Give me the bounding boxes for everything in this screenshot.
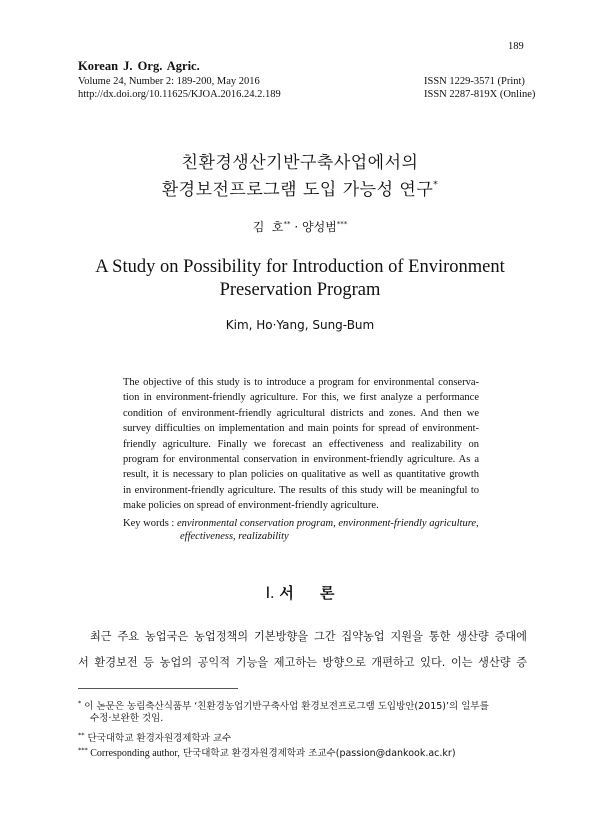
abstract-line: tion in environment-friendly agriculture. For this, we first analyze a performance (123, 392, 479, 404)
journal-name: Korean J. Org. Agric. (78, 59, 200, 73)
title-footnote-mark: * (433, 180, 439, 190)
author2-mark: *** (336, 220, 348, 228)
issn-print: ISSN 1229-3571 (Print) (424, 76, 525, 87)
author-separator: · (294, 220, 299, 234)
footnote-3-mark: *** (78, 746, 88, 754)
abstract-line: in environment-friendly agriculture. The results of this study will be meaningful to (123, 484, 479, 496)
korean-authors (0, 218, 600, 235)
footnote-3 (78, 744, 456, 760)
abstract-line: friendly agriculture. Finally we forecast an effectiveness and realizability on (123, 438, 479, 450)
keywords (123, 517, 479, 531)
author2-korean: 양성범 (302, 220, 337, 234)
issn-online: ISSN 2287-819X (Online) (424, 89, 536, 100)
keywords-line1: environmental conservation program, environment-friendly agriculture, (176, 518, 479, 529)
footnote-1 (78, 697, 489, 713)
abstract-line: survey difficulties on implementation and main points for spread of environment- (123, 423, 479, 435)
abstract (123, 375, 479, 514)
section-title-text: 서 론 (279, 584, 335, 602)
korean-title-line1: 친환경생산기반구축사업에서의 (181, 153, 419, 173)
korean-title-line2 (0, 175, 600, 200)
author1-mark: ** (283, 220, 291, 228)
footnote-3-prefix: Corresponding author, (87, 748, 180, 759)
abstract-line: condition of environment-friendly agricultural districts and zones. And then we (123, 407, 479, 419)
footnote-2-text: 단국대학교 환경자원경제학과 교수 (84, 733, 232, 744)
english-title-line2: Preservation Program (219, 280, 381, 300)
page-number: 189 (508, 41, 524, 52)
keywords-line2: effectiveness, realizability (180, 531, 289, 542)
keywords-label: Key words : (123, 518, 177, 529)
footnote-1-text: 이 논문은 농림축산식품부 ‘친환경농업기반구축사업 환경보전프로그램 도입방안(2015)’의 일부를 (81, 701, 489, 712)
volume-info: Volume 24, Number 2: 189-200, May 2016 (78, 76, 260, 87)
abstract-line: make policies on spread of environment-friendly agriculture. (123, 500, 379, 512)
abstract-line: result, it is necessary to plan policies on qualitative as well as quantitative growth (123, 469, 479, 481)
abstract-line: The objective of this study is to introduce a program for environmental conserva- (123, 377, 479, 388)
abstract-line: program for environmental conservation in environment-friendly agriculture. As a (123, 453, 479, 465)
section-heading (0, 582, 600, 603)
body-paragraph-line1: 최근 주요 농업국은 농업정책의 기본방향을 그간 집약농업 지원을 통한 생산량 증대에 (90, 630, 527, 643)
footnote-2 (78, 729, 231, 745)
author1-korean: 김 호 (252, 220, 284, 234)
doi-link[interactable]: http://dx.doi.org/10.11625/KJOA.2016.24.2.189 (78, 89, 281, 100)
footnote-divider (78, 688, 238, 689)
english-authors: Kim, Ho·Yang, Sung-Bum (225, 318, 375, 332)
body-paragraph-line2: 서 환경보전 등 농업의 공익적 기능을 제고하는 방향으로 개편하고 있다. 이는 생산량 증 (78, 656, 527, 669)
section-number: Ⅰ. (265, 585, 275, 602)
footnote-1-mark: * (78, 699, 82, 707)
korean-title-line2-text: 환경보전프로그램 도입 가능성 연구 (161, 180, 434, 200)
footnote-2-mark: ** (78, 731, 85, 739)
footnote-3-text: 단국대학교 환경자원경제학과 조교수(passion@dankook.ac.kr) (179, 748, 456, 759)
footnote-1-continued: 수정·보완한 것임. (90, 713, 164, 724)
english-title-line1: A Study on Possibility for Introduction of Environment (95, 257, 505, 277)
